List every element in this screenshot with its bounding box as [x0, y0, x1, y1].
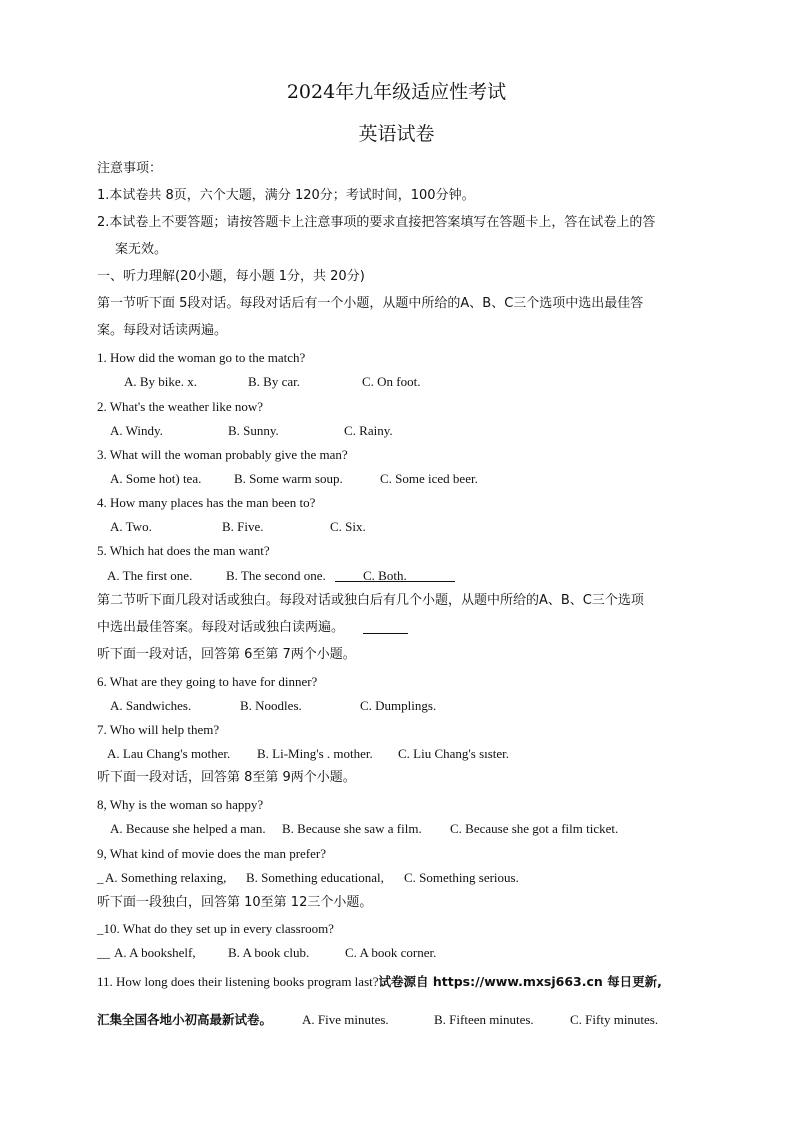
question-2-stem: 2. What's the weather like now?	[97, 399, 263, 414]
watermark-text-2: 汇集全国各地小初高最新试卷。	[97, 1012, 273, 1027]
question-1-stem: 1. How did the woman go to the match?	[97, 350, 306, 365]
question-8-option-b: B. Because she saw a film.	[282, 821, 422, 836]
question-1-option-b: B. By car.	[248, 374, 300, 389]
question-10-option-c: C. A book corner.	[345, 945, 437, 960]
question-10-option-a: A. A bookshelf,	[114, 945, 196, 960]
question-6-option-b: B. Noodles.	[240, 698, 302, 713]
question-11-stem: 11. How long does their listening books program last?	[97, 974, 379, 989]
question-1-option-c: C. On foot.	[362, 374, 421, 389]
exam-title: 2024年九年级适应性考试	[286, 81, 507, 103]
question-10-option-b: B. A book club.	[228, 945, 310, 960]
watermark-text-1: 试卷源自 https://www.mxsj663.cn 每日更新,	[378, 974, 662, 989]
part-1-instructions-line-2: 案。每段对话读两遍。	[97, 323, 228, 338]
question-5-stem: 5. Which hat does the man want?	[97, 543, 270, 558]
notes-item-2-line-2: 案无效。	[115, 242, 168, 257]
question-10-stem: _10. What do they set up in every classroom?	[97, 921, 334, 936]
question-4-option-c: C. Six.	[330, 519, 366, 534]
question-3-option-b: B. Some warm soup.	[234, 471, 343, 486]
question-10-prefix: __	[97, 945, 110, 960]
question-6-stem: 6. What are they going to have for dinner?	[97, 674, 318, 689]
listening-intro-8-9: 听下面一段对话，回答第 8至第 9两个小题。	[97, 770, 356, 785]
question-6-option-c: C. Dumplings.	[360, 698, 437, 713]
question-9-stem: 9, What kind of movie does the man prefer?	[97, 846, 326, 861]
question-11-option-b: B. Fifteen minutes.	[434, 1012, 534, 1027]
question-3-option-a: A. Some hot) tea.	[110, 471, 202, 486]
part-1-instructions-line-1: 第一节听下面 5段对话。每段对话后有一个小题，从题中所给的A、B、C三个选项中选出最佳答	[97, 296, 644, 311]
question-2-option-b: B. Sunny.	[228, 423, 279, 438]
part-2-instructions-line-1: 第二节听下面几段对话或独白。每段对话或独白后有几个小题，从题中所给的A、B、C三个选项	[97, 593, 644, 608]
notes-item-1: 1.本试卷共 8页，六个大题，满分 120分；考试时间，100分钟。	[97, 188, 475, 203]
question-8-stem: 8, Why is the woman so happy?	[97, 797, 264, 812]
question-5-option-a: A. The first one.	[107, 568, 193, 583]
question-9-option-a: A. Something relaxing,	[105, 870, 227, 885]
question-9-prefix: _	[97, 870, 104, 885]
question-6-option-a: A. Sandwiches.	[110, 698, 192, 713]
question-7-option-a: A. Lau Chang's mother.	[107, 746, 231, 761]
question-2-option-c: C. Rainy.	[344, 423, 393, 438]
question-11-option-a: A. Five minutes.	[302, 1012, 389, 1027]
question-4-stem: 4. How many places has the man been to?	[97, 495, 316, 510]
question-4-option-a: A. Two.	[110, 519, 152, 534]
question-7-option-c: C. Liu Chang's sıster.	[398, 746, 510, 761]
listening-intro-10-12: 听下面一段独白，回答第 10至第 12三个小题。	[97, 895, 373, 910]
question-11-options-line	[97, 1012, 272, 1028]
question-5-option-b: B. The second one.	[226, 568, 326, 583]
notes-heading: 注意事项：	[97, 161, 163, 176]
section-1-heading: 一、听力理解(20小题，每小题 1分，共 20分)	[97, 269, 365, 284]
exam-subtitle: 英语试卷	[358, 123, 435, 145]
question-7-stem: 7. Who will help them?	[97, 722, 220, 737]
answer-blank	[363, 621, 408, 634]
question-8-option-c: C. Because she got a film ticket.	[450, 821, 619, 836]
question-3-stem: 3. What will the woman probably give the man?	[97, 447, 348, 462]
question-11-stem-line	[97, 974, 662, 990]
question-9-option-b: B. Something educational,	[246, 870, 384, 885]
question-9-option-c: C. Something serious.	[404, 870, 519, 885]
question-5-option-c: C. Both.	[363, 568, 407, 583]
question-8-option-a: A. Because she helped a man.	[110, 821, 266, 836]
listening-intro-6-7: 听下面一段对话，回答第 6至第 7两个小题。	[97, 647, 356, 662]
question-11-option-c: C. Fifty minutes.	[570, 1012, 659, 1027]
notes-item-2-line-1: 2.本试卷上不要答题；请按答题卡上注意事项的要求直接把答案填写在答题卡上，答在试卷上的答	[97, 215, 656, 230]
part-2-instructions-line-2: 中选出最佳答案。每段对话或独白读两遍。	[97, 620, 345, 635]
question-2-option-a: A. Windy.	[110, 423, 163, 438]
question-7-option-b: B. Li-Ming's . mother.	[257, 746, 373, 761]
question-3-option-c: C. Some iced beer.	[380, 471, 478, 486]
question-1-option-a: A. By bike. x.	[124, 374, 197, 389]
question-4-option-b: B. Five.	[222, 519, 264, 534]
